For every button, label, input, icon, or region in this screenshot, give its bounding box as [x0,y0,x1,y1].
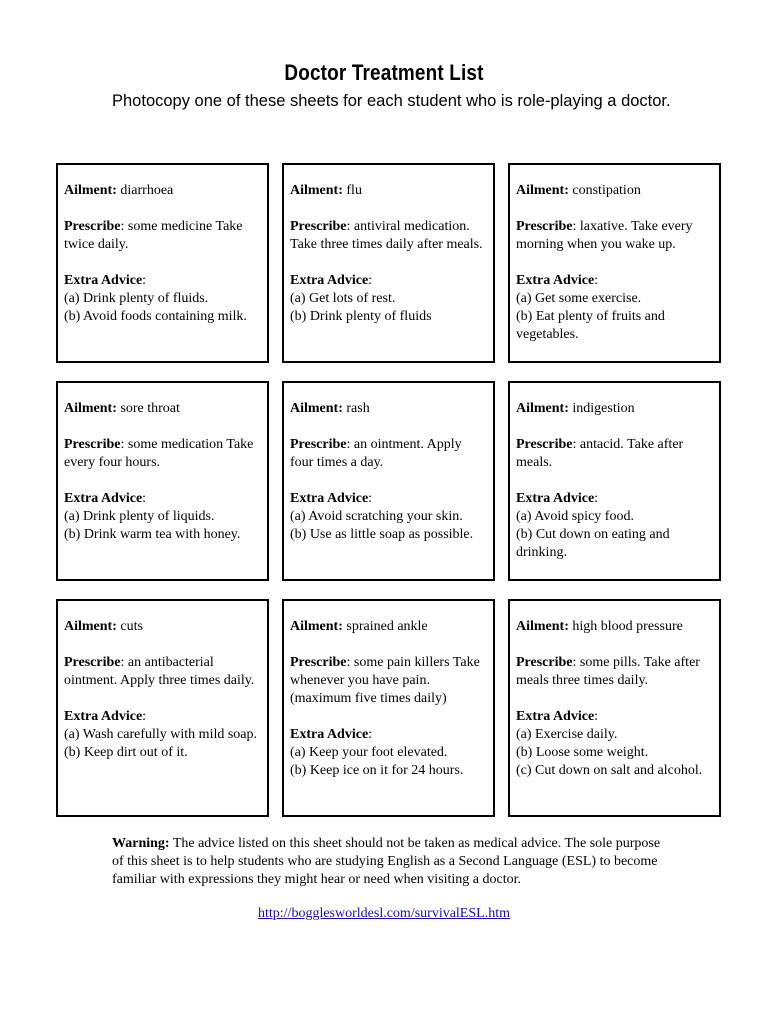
page-title: Doctor Treatment List [284,60,484,85]
instructions-text: Photocopy one of these sheets for each student who is role-playing a doctor. [112,92,671,110]
treatment-card [56,599,269,817]
ailment-value: high blood pressure [572,619,683,634]
extra-advice-label: Extra Advice [290,273,369,288]
ailment-value: diarrhoea [120,183,174,198]
advice-item: (a) Avoid scratching your skin. [290,509,463,524]
prescribe-line [64,218,261,254]
prescribe-label: Prescribe [290,437,347,452]
advice-item: (b) Keep ice on it for 24 hours. [290,763,464,778]
extra-advice-block: Extra Advice: (a) Get lots of rest. (b) Drink plenty of fluids [290,272,487,326]
treatment-card [508,381,721,581]
ailment-label: Ailment: [516,401,569,416]
prescribe-line [290,436,487,472]
extra-advice-block: Extra Advice: (a) Avoid scratching your skin. (b) Use as little soap as possible. [290,490,487,544]
prescribe-label: Prescribe [290,219,347,234]
advice-item: (a) Avoid spicy food. [516,509,634,524]
prescribe-label: Prescribe [290,655,347,670]
treatment-card [282,381,495,581]
extra-advice-label: Extra Advice [290,491,369,506]
advice-item: (b) Cut down on eating and drinking. [516,527,670,560]
ailment-line [290,182,487,200]
ailment-line [516,618,713,636]
ailment-line [64,400,261,418]
source-link-row [0,905,768,923]
ailment-label: Ailment: [290,183,343,198]
treatment-card [282,163,495,363]
ailment-value: sprained ankle [346,619,428,634]
advice-item: (b) Avoid foods containing milk. [64,309,247,324]
ailment-label: Ailment: [64,619,117,634]
advice-item: (b) Loose some weight. [516,745,649,760]
advice-item: (b) Keep dirt out of it. [64,745,188,760]
ailment-label: Ailment: [516,183,569,198]
ailment-line [290,400,487,418]
treatment-card [282,599,495,817]
ailment-line [290,618,487,636]
prescribe-value: : laxative. Take every morning when you wake up. [516,219,693,252]
prescribe-value: : antiviral medication. Take three times daily after meals. [290,219,483,252]
prescribe-value: : some pills. Take after meals three times daily. [516,655,700,688]
advice-item: (a) Get lots of rest. [290,291,396,306]
extra-advice-label: Extra Advice [64,491,143,506]
ailment-value: cuts [120,619,143,634]
ailment-label: Ailment: [64,401,117,416]
ailment-value: rash [346,401,370,416]
extra-advice-block: Extra Advice: (a) Drink plenty of fluids. (b) Avoid foods containing milk. [64,272,261,326]
ailment-line [64,618,261,636]
prescribe-value: : some pain killers Take whenever you have pain. (maximum five times daily) [290,655,480,706]
treatment-card [56,163,269,363]
extra-advice-block: Extra Advice: (a) Wash carefully with mild soap. (b) Keep dirt out of it. [64,708,261,762]
advice-item: (a) Keep your foot elevated. [290,745,448,760]
advice-item: (b) Use as little soap as possible. [290,527,474,542]
prescribe-label: Prescribe [64,219,121,234]
advice-item: (a) Exercise daily. [516,727,618,742]
advice-item: (b) Drink plenty of fluids [290,309,432,324]
prescribe-value: : an antibacterial ointment. Apply three times daily. [64,655,255,688]
prescribe-value: : an ointment. Apply four times a day. [290,437,462,470]
ailment-label: Ailment: [290,401,343,416]
prescribe-line [516,654,713,690]
source-link[interactable]: http://bogglesworldesl.com/survivalESL.htm [258,906,510,921]
advice-item: (a) Get some exercise. [516,291,642,306]
prescribe-line [290,218,487,254]
prescribe-label: Prescribe [64,655,121,670]
prescribe-value: : some medicine Take twice daily. [64,219,243,252]
ailment-line [64,182,261,200]
ailment-value: constipation [572,183,641,198]
extra-advice-block: Extra Advice: (a) Avoid spicy food. (b) Cut down on eating and drinking. [516,490,713,562]
prescribe-label: Prescribe [64,437,121,452]
ailment-label: Ailment: [64,183,117,198]
prescribe-line [64,436,261,472]
extra-advice-label: Extra Advice [516,709,595,724]
extra-advice-label: Extra Advice [516,491,595,506]
ailment-label: Ailment: [290,619,343,634]
prescribe-line [516,218,713,254]
advice-item: (c) Cut down on salt and alcohol. [516,763,703,778]
treatment-card [56,381,269,581]
advice-item: (a) Wash carefully with mild soap. [64,727,258,742]
prescribe-value: : antacid. Take after meals. [516,437,684,470]
warning-label: Warning: [112,836,170,851]
warning-text: The advice listed on this sheet should not be taken as medical advice. The sole purpose of this sheet is to help students who are studying English as a Second Language (ESL) to become familiar with expressions they might hear or need when visiting a doctor. [112,836,661,887]
extra-advice-block: Extra Advice: (a) Keep your foot elevated. (b) Keep ice on it for 24 hours. [290,726,487,780]
prescribe-line [64,654,261,690]
extra-advice-label: Extra Advice [64,273,143,288]
extra-advice-block: Extra Advice: (a) Exercise daily. (b) Loose some weight. (c) Cut down on salt and alcohol. [516,708,713,780]
ailment-value: sore throat [120,401,180,416]
treatment-card [508,163,721,363]
ailment-value: indigestion [572,401,635,416]
advice-item: (b) Eat plenty of fruits and vegetables. [516,309,665,342]
ailment-line [516,400,713,418]
advice-item: (a) Drink plenty of fluids. [64,291,209,306]
extra-advice-label: Extra Advice [64,709,143,724]
extra-advice-block: Extra Advice: (a) Drink plenty of liquids. (b) Drink warm tea with honey. [64,490,261,544]
ailment-label: Ailment: [516,619,569,634]
prescribe-value: : some medication Take every four hours. [64,437,254,470]
extra-advice-label: Extra Advice [516,273,595,288]
treatment-card [508,599,721,817]
prescribe-line [290,654,487,708]
ailment-line [516,182,713,200]
extra-advice-block: Extra Advice: (a) Get some exercise. (b) Eat plenty of fruits and vegetables. [516,272,713,344]
prescribe-label: Prescribe [516,655,573,670]
prescribe-line [516,436,713,472]
extra-advice-label: Extra Advice [290,727,369,742]
warning-note [112,835,668,889]
advice-item: (b) Drink warm tea with honey. [64,527,241,542]
advice-item: (a) Drink plenty of liquids. [64,509,215,524]
prescribe-label: Prescribe [516,219,573,234]
ailment-value: flu [346,183,362,198]
prescribe-label: Prescribe [516,437,573,452]
